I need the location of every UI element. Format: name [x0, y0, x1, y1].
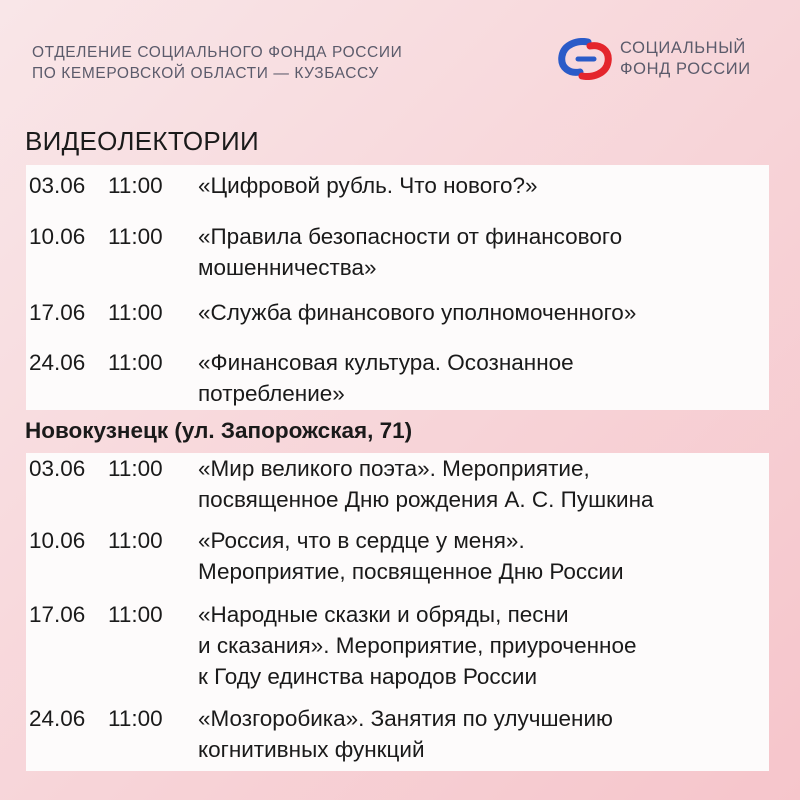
section-title-location: Новокузнецк (ул. Запорожская, 71)	[25, 418, 413, 443]
event-title: «Мир великого поэта». Мероприятие, посвященное Дню рождения А. С. Пушкина	[198, 456, 654, 512]
event-date: 03.06	[29, 173, 86, 198]
section-title-videolectures: ВИДЕОЛЕКТОРИИ	[25, 126, 260, 156]
event-title: «Цифровой рубль. Что нового?»	[198, 173, 538, 198]
event-time: 11:00	[108, 706, 163, 731]
event-date: 17.06	[29, 300, 86, 325]
event-title: «Мозгоробика». Занятия по улучшению когнитивных функций	[198, 706, 613, 762]
event-time: 11:00	[108, 224, 163, 249]
schedule-panel-videolectures	[26, 165, 769, 410]
event-title: «Россия, что в сердце у меня». Мероприятие, посвященное Дню России	[198, 528, 624, 584]
event-date: 03.06	[29, 456, 86, 481]
event-time: 11:00	[108, 528, 163, 553]
event-title: «Финансовая культура. Осознанное потребление»	[198, 350, 574, 406]
event-time: 11:00	[108, 173, 163, 198]
event-date: 24.06	[29, 706, 86, 731]
org-name: ОТДЕЛЕНИЕ СОЦИАЛЬНОГО ФОНДА РОССИИ ПО КЕМЕРОВСКОЙ ОБЛАСТИ — КУЗБАССУ	[32, 44, 403, 82]
event-time: 11:00	[108, 300, 163, 325]
schedule-panel-novokuznetsk	[26, 453, 769, 771]
event-title: «Народные сказки и обряды, песни и сказания». Мероприятие, приуроченное к Году единства народов России	[198, 602, 637, 689]
event-date: 10.06	[29, 224, 86, 249]
event-time: 11:00	[108, 350, 163, 375]
logo	[558, 38, 751, 80]
event-date: 17.06	[29, 602, 86, 627]
social-fund-logo-icon	[558, 38, 612, 80]
event-date: 24.06	[29, 350, 86, 375]
event-date: 10.06	[29, 528, 86, 553]
event-time: 11:00	[108, 602, 163, 627]
event-title: «Правила безопасности от финансового мошенничества»	[198, 224, 623, 280]
event-time: 11:00	[108, 456, 163, 481]
event-title: «Служба финансового уполномоченного»	[198, 300, 637, 325]
logo-text: СОЦИАЛЬНЫЙ ФОНД РОССИИ	[620, 39, 751, 78]
